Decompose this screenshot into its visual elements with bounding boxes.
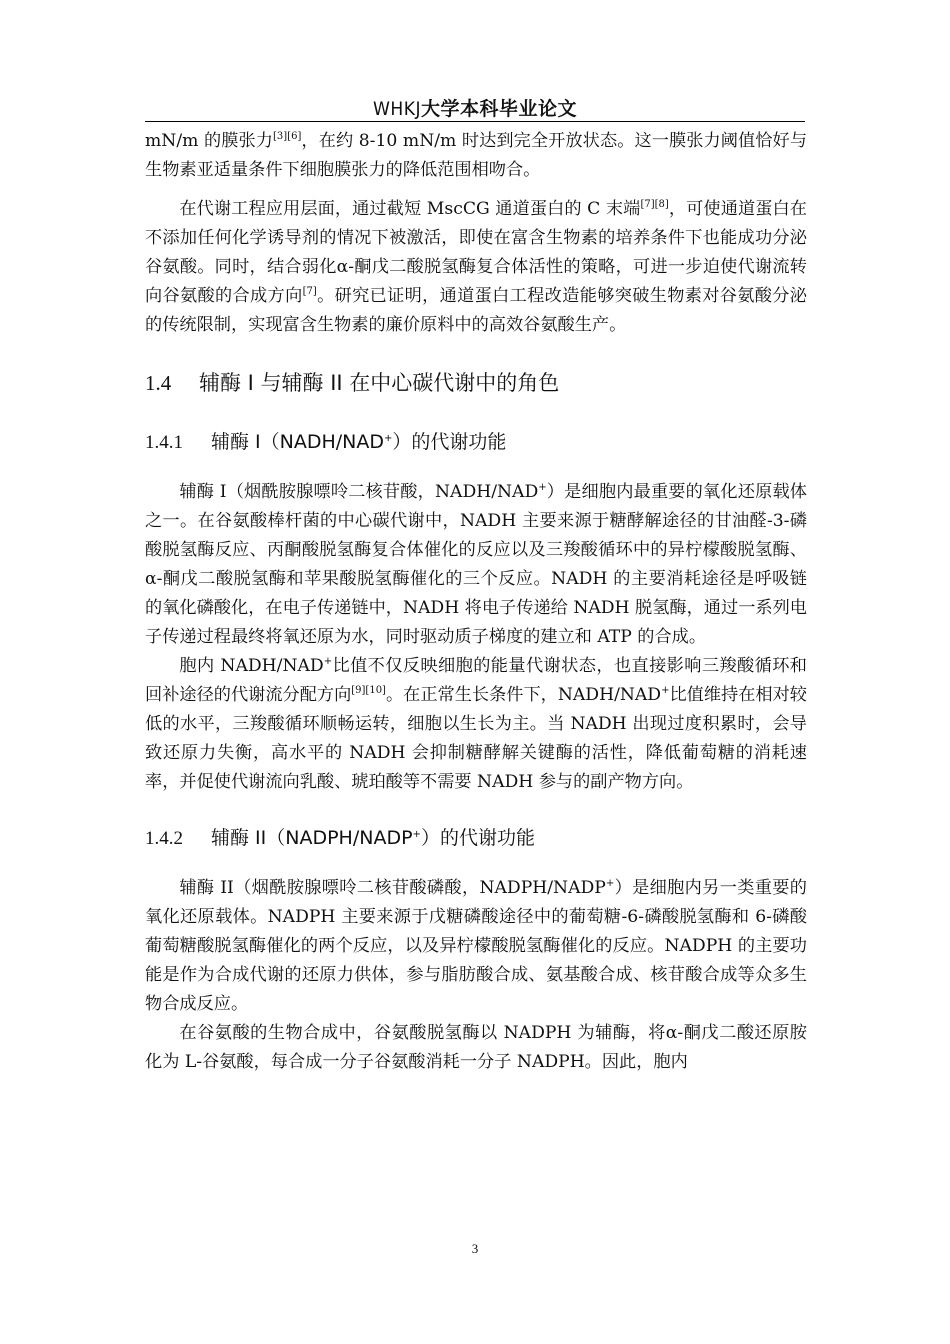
paragraph-glutamate-synthesis: 在谷氨酸的生物合成中，谷氨酸脱氢酶以 NADPH 为辅酶，将α-酮戊二酸还原胺化为 L-谷氨酸，每合成一分子谷氨酸消耗一分子 NADPH。因此，胞内 <box>145 1023 807 1072</box>
section-heading-1-4-2: 1.4.2 辅酶 II（NADPH/NADP+）的代谢功能 <box>145 827 535 849</box>
paragraph-metabolic-engineering: 在代谢工程应用层面，通过截短 MscCG 通道蛋白的 C 末端[7][8]，可使通道蛋白在不添加任何化学诱导剂的情况下被激活，即使在富含生物素的培养条件下也能成功分泌谷氨酸。同时，结合弱化α-酮戊二酸脱氢酶复合体活性的策略，可进一步迫使代谢流转向谷氨酸的合成方向[7]。研究已证明，通道蛋白工程改造能够突破生物素对谷氨酸分泌的传统限制，实现富含生物素的廉价原料中的高效谷氨酸生产。 <box>145 199 807 335</box>
header-divider <box>145 121 805 122</box>
paragraph-nadph-function: 辅酶 II（烟酰胺腺嘌呤二核苷酸磷酸，NADPH/NADP+）是细胞内另一类重要的氧化还原载体。NADPH 主要来源于戊糖磷酸途径中的葡萄糖-6-磷酸脱氢酶和 6-磷酸葡萄糖酸脱氢酶催化的两个反应，以及异柠檬酸脱氢酶催化的反应。NADPH 的主要功能是作为合成代谢的还原力供体，参与脂肪酸合成、氨基酸合成、核苷酸合成等众多生物合成反应。 <box>145 878 807 1014</box>
citation: [7] <box>302 286 317 297</box>
section-title: 辅酶 I 与辅酶 II 在中心碳代谢中的角色 <box>199 371 560 395</box>
citation: [7][8] <box>640 199 669 210</box>
section-heading-1-4-1: 1.4.1 辅酶 I（NADH/NAD+）的代谢功能 <box>145 431 507 453</box>
paragraph-continued: mN/m 的膜张力[3][6]，在约 8-10 mN/m 时达到完全开放状态。这一膜张力阈值恰好与生物素亚适量条件下细胞膜张力的降低范围相吻合。 <box>145 131 808 180</box>
header-latin: WHKJ <box>372 98 421 120</box>
page-header <box>0 94 950 121</box>
page-body <box>145 127 807 1077</box>
section-number: 1.4.2 <box>145 828 183 849</box>
paragraph-nadh-function: 辅酶 I（烟酰胺腺嘌呤二核苷酸，NADH/NAD+）是细胞内最重要的氧化还原载体之一。在谷氨酸棒杆菌的中心碳代谢中，NADH 主要来源于糖酵解途径的甘油醛-3-磷酸脱氢酶反应、丙酮酸脱氢酶复合体催化的反应以及三羧酸循环中的异柠檬酸脱氢酶、α-酮戊二酸脱氢酶和苹果酸脱氢酶催化的三个反应。NADH 的主要消耗途径是呼吸链的氧化磷酸化，在电子传递链中，NADH 将电子传递给 NADH 脱氢酶，通过一系列电子传递过程最终将氧还原为水，同时驱动质子梯度的建立和 ATP 的合成。 <box>145 482 807 647</box>
header-title: 大学本科毕业论文 <box>421 98 578 120</box>
section-number: 1.4 <box>145 371 172 395</box>
section-heading-1-4 <box>145 367 807 397</box>
paragraph-nadh-ratio: 胞内 NADH/NAD+比值不仅反映细胞的能量代谢状态，也直接影响三羧酸循环和回补途径的代谢流分配方向[9][10]。在正常生长条件下，NADH/NAD+比值维持在相对较低的水平，三羧酸循环顺畅运转，细胞以生长为主。当 NADH 出现过度积累时，会导致还原力失衡，高水平的 NADH 会抑制糖酵解关键酶的活性，降低葡萄糖的消耗速率，并促使代谢流向乳酸、琥珀酸等不需要 NADH 参与的副产物方向。 <box>145 656 807 792</box>
page-number: 3 <box>471 1241 479 1256</box>
citation: [9][10] <box>351 685 386 696</box>
citation: [3][6] <box>273 131 302 142</box>
section-number: 1.4.1 <box>145 432 183 453</box>
